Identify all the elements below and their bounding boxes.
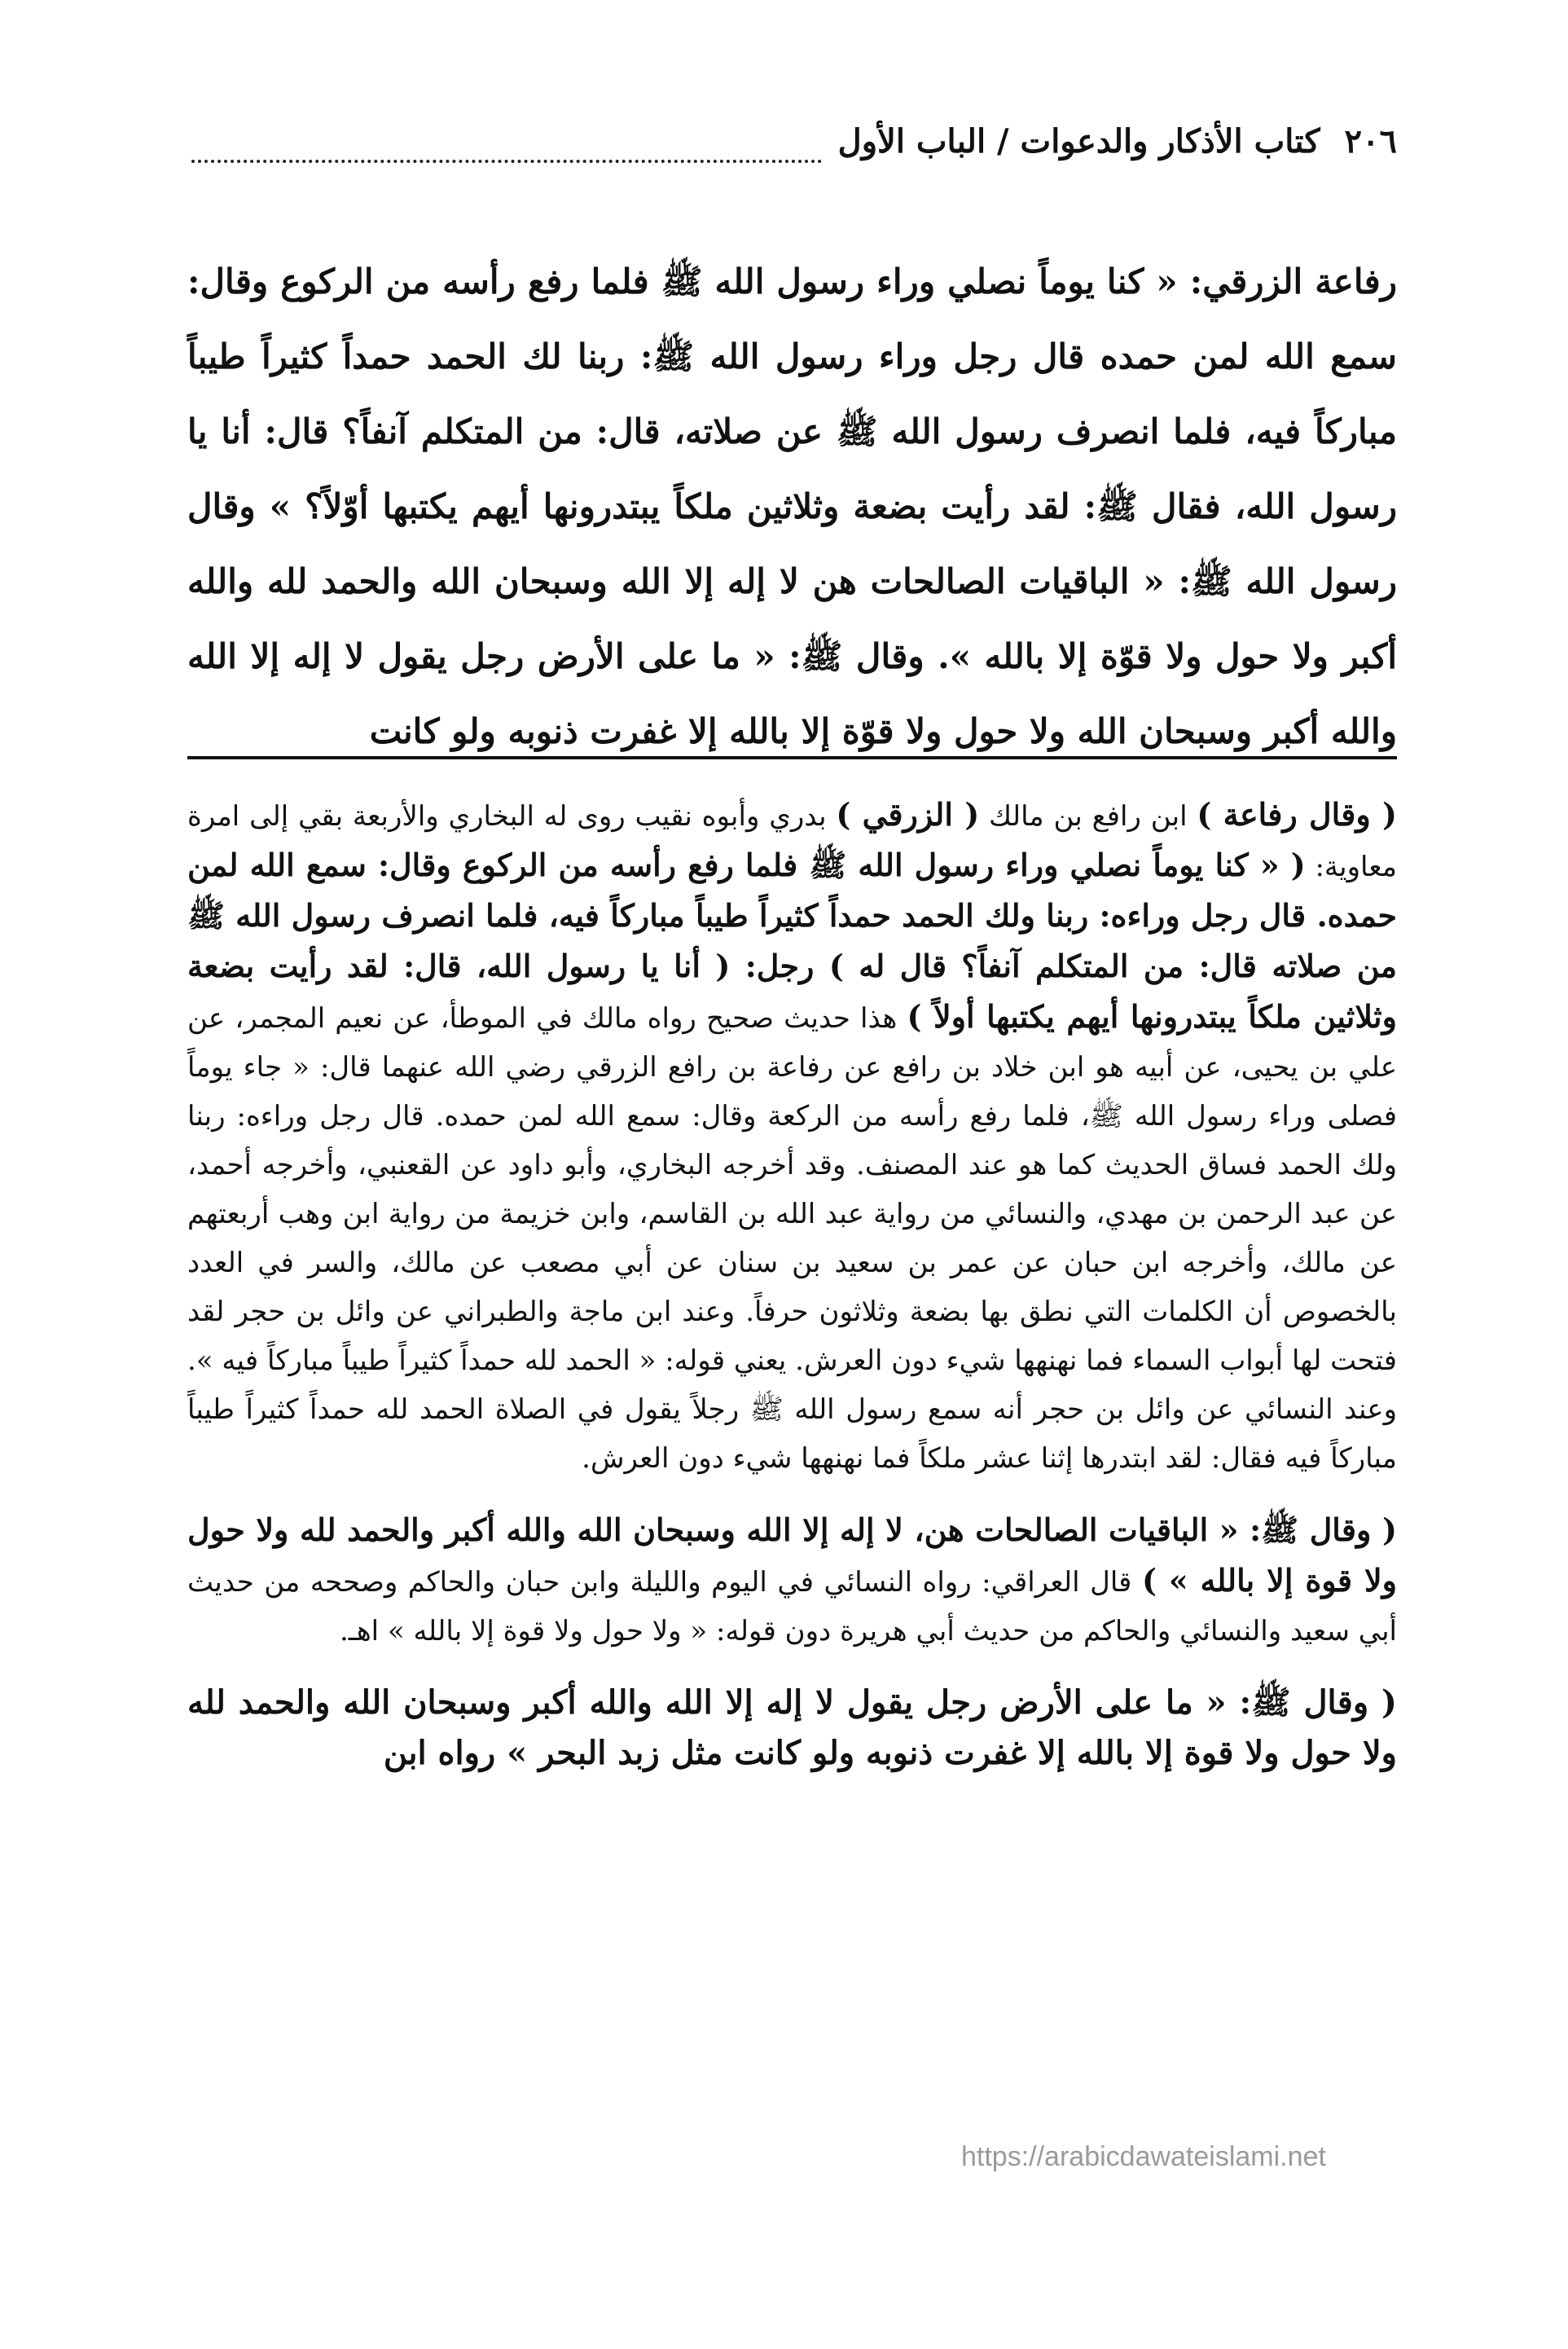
lemma-bold: ( « كنا يوماً نصلي وراء رسول الله ﷺ فلما رفع رأسه من الركوع وقال: سمع الله لمن حمده. قال رجل وراءه: ربنا ولك الحمد حمداً كثيراً طيباً مباركاً فيه، فلما انصرف رسول الله ﷺ من صلاته قال: من المتكلم آنفاً؟ قال له ) رجل: ( أنا يا رسول الله، قال: لقد رأيت بضعة وثلاثين ملكاً يبتدرونها أيهم يكتبها أولاً ) xyxy=(187,847,1397,1035)
commentary-paragraph xyxy=(187,1506,1397,1656)
dotted-leader xyxy=(191,139,822,163)
commentary-text: هذا حديث صحيح رواه مالك في الموطأ، عن نعيم المجمر، عن علي بن يحيى، عن أبيه هو ابن خلاد بن رافع عن رفاعة بن رافع الزرقي رضي الله عنهما قال: « جاء يوماً فصلى وراء رسول الله ﷺ، فلما رفع رأسه من الركعة وقال: سمع الله لمن حمده. قال رجل وراءه: ربنا ولك الحمد فساق الحديث كما هو عند المصنف. وقد أخرجه البخاري، وأبو داود عن القعنبي، وأخرجه أحمد، عن عبد الرحمن بن مهدي، والنسائي من رواية عبد الله بن القاسم، وابن خزيمة من رواية ابن وهب أربعتهم عن مالك، وأخرجه ابن حبان عن عمر بن سعيد بن سنان عن أبي مصعب عن مالك، والسر في العدد بالخصوص أن الكلمات التي نطق بها بضعة وثلاثون حرفاً. وعند ابن ماجة والطبراني عن وائل بن حجر لقد فتحت لها أبواب السماء فما نهنهها شيء دون العرش. يعني قوله: « الحمد لله حمداً كثيراً طيباً مباركاً فيه ». وعند النسائي عن وائل بن حجر أنه سمع رسول الله ﷺ رجلاً يقول في الصلاة الحمد لله حمداً كثيراً طيباً مباركاً فيه فقال: لقد ابتدرها إثنا عشر ملكاً فما نهنهها شيء دون العرش. xyxy=(187,1002,1397,1475)
commentary-text: قال العراقي: رواه النسائي في اليوم والليلة وابن حبان والحاكم وصححه من حديث أبي سعيد والنسائي والحاكم من حديث أبي هريرة دون قوله: « ولا حول ولا قوة إلا بالله » اهـ. xyxy=(187,1566,1397,1647)
commentary-text: رواه ابن xyxy=(383,1734,507,1772)
footnote-separator-line xyxy=(187,756,1397,759)
page-number: ٢٠٦ xyxy=(1344,122,1397,161)
commentary-paragraph xyxy=(187,790,1397,1483)
chapter-title: كتاب الأذكار والدعوات / الباب الأول xyxy=(837,122,1320,161)
lemma-bold: ( وقال رفاعة ) xyxy=(1197,796,1397,833)
main-text-paragraph: رفاعة الزرقي: « كنا يوماً نصلي وراء رسول الله ﷺ فلما رفع رأسه من الركوع وقال: سمع الله لمن حمده قال رجل وراء رسول الله ﷺ: ربنا لك الحمد حمداً كثيراً طيباً مباركاً فيه، فلما انصرف رسول الله ﷺ عن صلاته، قال: من المتكلم آنفاً؟ قال: أنا يا رسول الله، فقال ﷺ: لقد رأيت بضعة وثلاثين ملكاً يبتدرونها أيهم يكتبها أوّلاً؟ » وقال رسول الله ﷺ: « الباقيات الصالحات هن لا إله إلا الله وسبحان الله والحمد لله والله أكبر ولا حول ولا قوّة إلا بالله ». وقال ﷺ: « ما على الأرض رجل يقول لا إله إلا الله والله أكبر وسبحان الله ولا حول ولا قوّة إلا بالله إلا غفرت ذنوبه ولو كانت xyxy=(187,262,1398,751)
lemma-bold: ( الزرقي ) xyxy=(836,796,980,833)
main-text-block xyxy=(187,244,1397,769)
commentary-text: ابن رافع بن مالك xyxy=(979,800,1197,833)
lemma-bold: ( وقال ﷺ: « ما على الأرض رجل يقول لا إله إلا الله والله أكبر وسبحان الله والحمد لله ولا حول ولا قوة إلا بالله إلا غفرت ذنوبه ولو كانت مثل زبد البحر » xyxy=(187,1683,1397,1772)
running-header xyxy=(191,122,1397,179)
watermark-url: https://arabicdawateislami.net xyxy=(961,2141,1326,2172)
commentary-block xyxy=(187,790,1397,1802)
commentary-text: بدري وأبوه نقيب روى له البخاري والأربعة بقي إلى امرة معاوية: xyxy=(187,800,1397,883)
lemma-bold: ( وقال ﷺ: « الباقيات الصالحات هن، لا إله إلا الله وسبحان الله والله أكبر والحمد لله ولا حول ولا قوة إلا بالله » ) xyxy=(187,1511,1397,1599)
commentary-paragraph xyxy=(187,1678,1397,1779)
